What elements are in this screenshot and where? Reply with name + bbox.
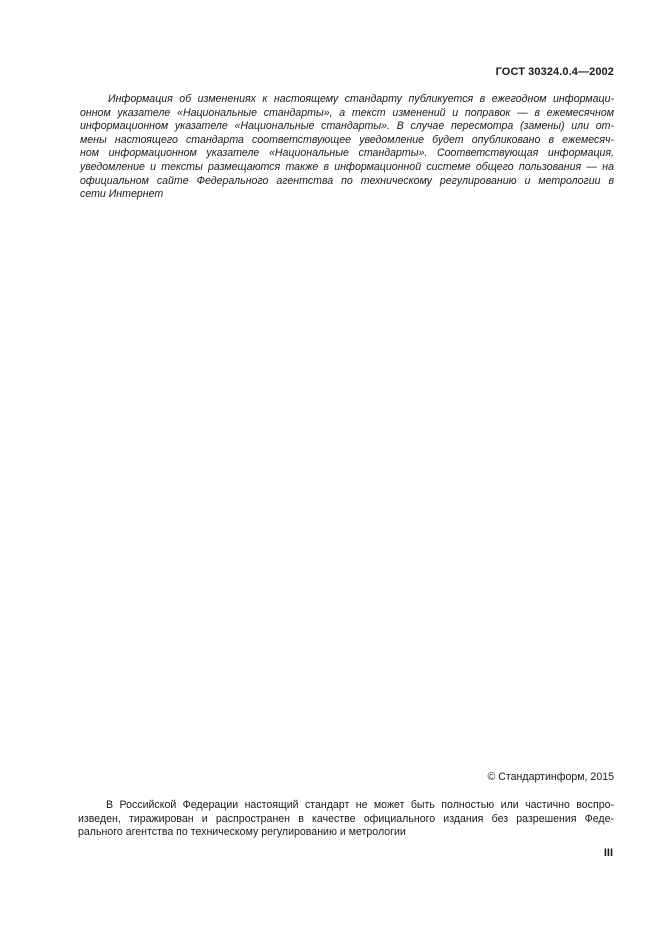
copyright-notice: © Стандартинформ, 2015 [487, 771, 614, 783]
page-number: III [603, 847, 613, 859]
text-line: изведен, тиражирован и распространен в качестве официального издания без разрешения Феде- [78, 812, 614, 825]
text-line: мены настоящего стандарта соответствующее уведомление будет опубликовано в ежемесяч- [80, 133, 614, 146]
text-line: уведомление и тексты размещаются также в информационной системе общего пользования — на [80, 160, 614, 173]
text-line: ном информационном указателе «Национальные стандарты». Соответствующая информация, [80, 147, 614, 160]
text-line: В Российской Федерации настоящий стандарт не может быть полностью или частично воспро- [106, 799, 614, 811]
document-id-header: ГОСТ 30324.0.4—2002 [495, 66, 614, 78]
legal-notice-paragraph [78, 799, 614, 840]
text-line: официальном сайте Федерального агентства по техническому регулированию и метрологии в [80, 174, 614, 187]
text-line: сети Интернет [80, 188, 164, 201]
text-line: Информация об изменениях к настоящему стандарту публикуется в ежегодном информаци- [108, 93, 614, 105]
text-line: рального агентства по техническому регулированию и метрологии [78, 826, 406, 839]
info-notice-paragraph [80, 93, 614, 202]
text-line: информационном указателе «Национальные стандарты». В случае пересмотра (замены) или от- [80, 120, 614, 133]
text-line: онном указателе «Национальные стандарты», а текст изменений и поправок — в ежемесячном [80, 106, 614, 119]
